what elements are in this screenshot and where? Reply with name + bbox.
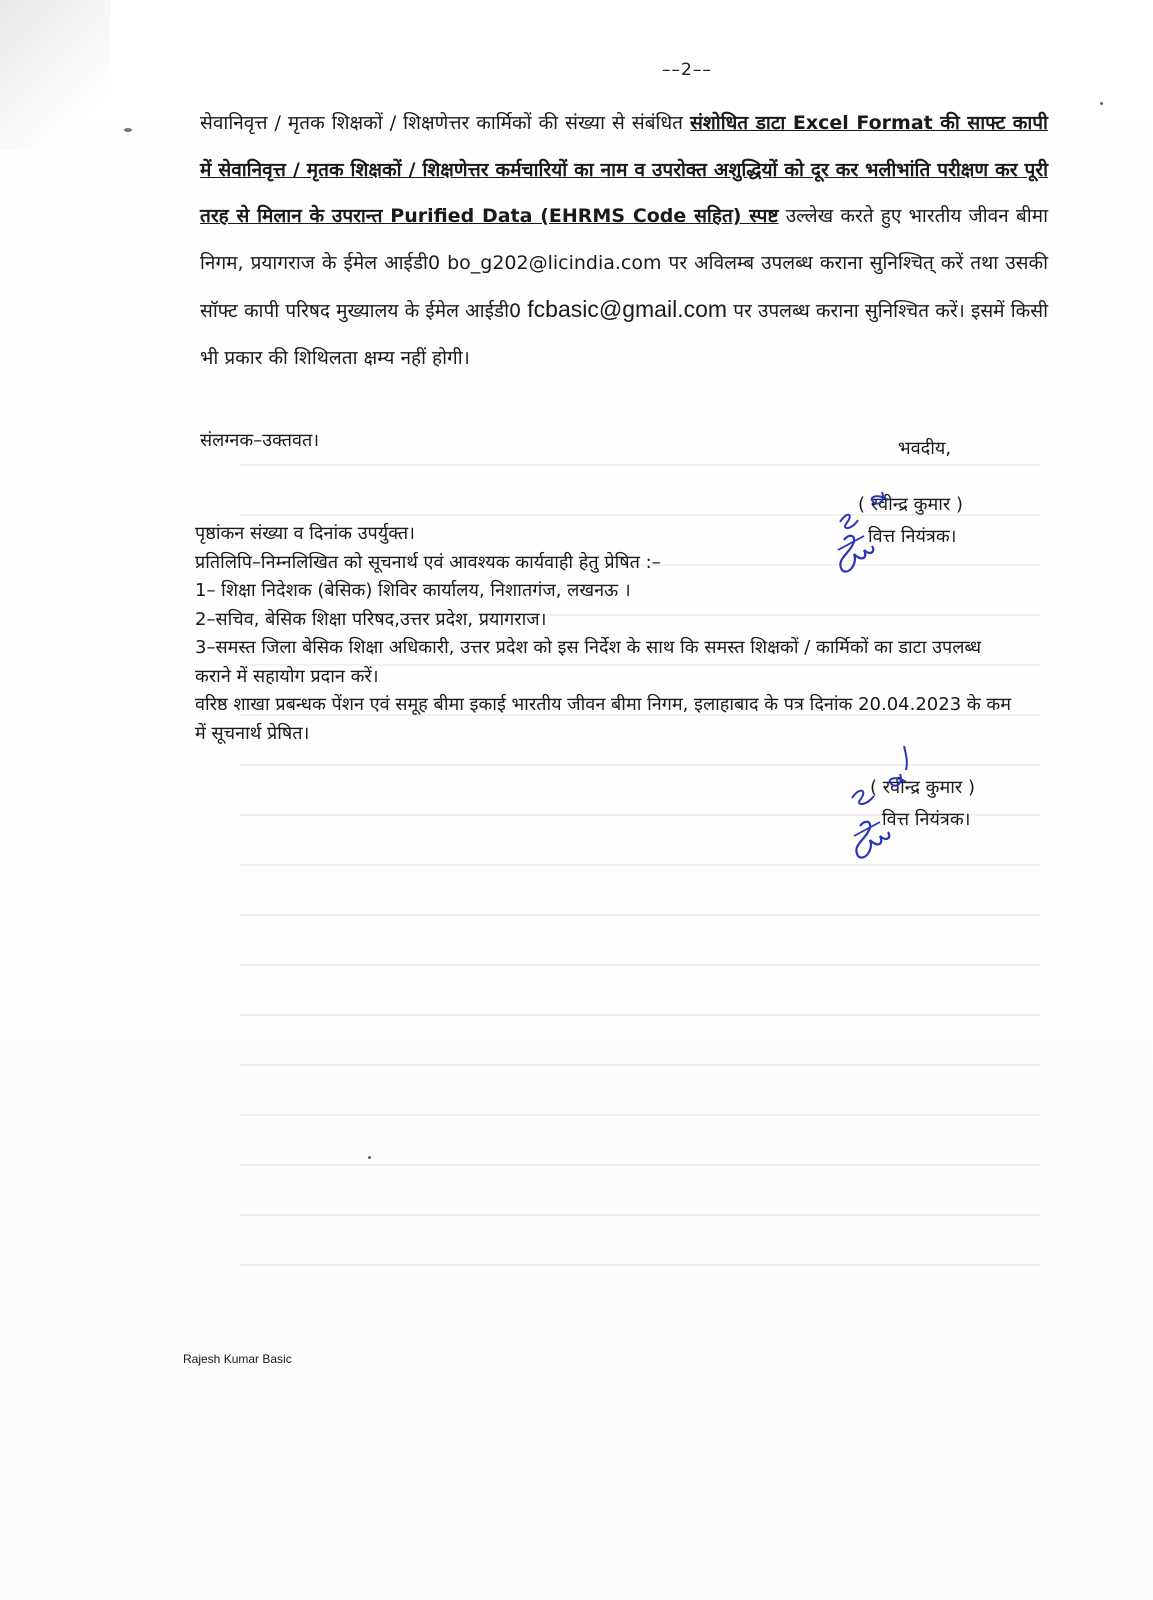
paper-fold-shadow xyxy=(0,0,110,150)
copy-intro: प्रतिलिपि–निम्नलिखित को सूचनार्थ एवं आवश्यक कार्यवाही हेतु प्रेषित :– xyxy=(195,551,661,573)
main-text-part3: पर उपलब्ध कराना सुनिश्चित करें। इसमें किसी भी प्रकार की शिथिलता क्षम्य नहीं होगी। xyxy=(200,300,1049,369)
copy-item: 1– शिक्षा निदेशक (बेसिक) शिविर कार्यालय, निशातगंज, लखनऊ । xyxy=(195,580,631,601)
footer-note: Rajesh Kumar Basic xyxy=(183,1352,292,1366)
main-paragraph xyxy=(200,100,1048,381)
copy-distribution-section xyxy=(195,520,1015,748)
main-text-part1: सेवानिवृत्त / मृतक शिक्षकों / शिक्षणेत्तर कार्मिकों की संख्या से संबंधित xyxy=(200,112,691,134)
council-email: fcbasic@gmail.com xyxy=(527,296,728,322)
main-text-part2: उल्लेख करते हुए भारतीय जीवन बीमा निगम, प्रयागराज के ईमेल आईडी0 bo_g202@licindia.com पर अविलम्ब उपलब्ध कराना सुनिश्चित् करें तथा उसकी सॉफ्ट कापी परिषद मुख्यालय के ईमेल आईडी0 xyxy=(200,205,1048,322)
signatory-designation: वित्त नियंत्रक। xyxy=(882,809,971,830)
copy-item: 2–सचिव, बेसिक शिक्षा परिषद,उत्तर प्रदेश, प्रयागराज। xyxy=(195,608,547,630)
speck xyxy=(124,128,132,132)
handwritten-signature-2 xyxy=(842,740,922,880)
regards-text: भवदीय, xyxy=(898,438,952,459)
speck xyxy=(1100,102,1103,105)
enclosure-note: संलग्नक–उक्तवत। xyxy=(200,430,320,451)
copy-item: वरिष्ठ शाखा प्रबन्धक पेंशन एवं समूह बीमा इकाई भारतीय जीवन बीमा निगम, इलाहाबाद के पत्र दिनांक 20.04.2023 के कम में सूचनार्थ प्रेषित। xyxy=(195,694,1012,744)
signatory-name: ( रवीन्द्र कुमार ) xyxy=(858,494,963,515)
main-text-underlined: संशोधित डाटा Excel Format की साफ्ट कापी में सेवानिवृत्त / मृतक शिक्षकों / शिक्षणेत्तर कर्मचारियों का नाम व उपरोक्त अशुद्धियों को दूर कर भलीभांति परीक्षण कर पूरी तरह से मिलान के उपरान्त Purified Data (EHRMS Code सहित) स्पष्ट xyxy=(200,112,1048,227)
speck xyxy=(368,1156,371,1159)
signatory-name: ( रवीन्द्र कुमार ) xyxy=(870,777,975,798)
page-number: ––2–– xyxy=(662,60,712,80)
copy-item: 3–समस्त जिला बेसिक शिक्षा अधिकारी, उत्तर प्रदेश को इस निर्देश के साथ कि समस्त शिक्षकों / कार्मिकों का डाटा उपलब्ध कराने में सहायोग प्रदान करें। xyxy=(195,637,982,687)
signatory-designation: वित्त नियंत्रक। xyxy=(868,526,957,547)
endorsement-line: पृष्ठांकन संख्या व दिनांक उपर्युक्त। xyxy=(195,523,415,544)
